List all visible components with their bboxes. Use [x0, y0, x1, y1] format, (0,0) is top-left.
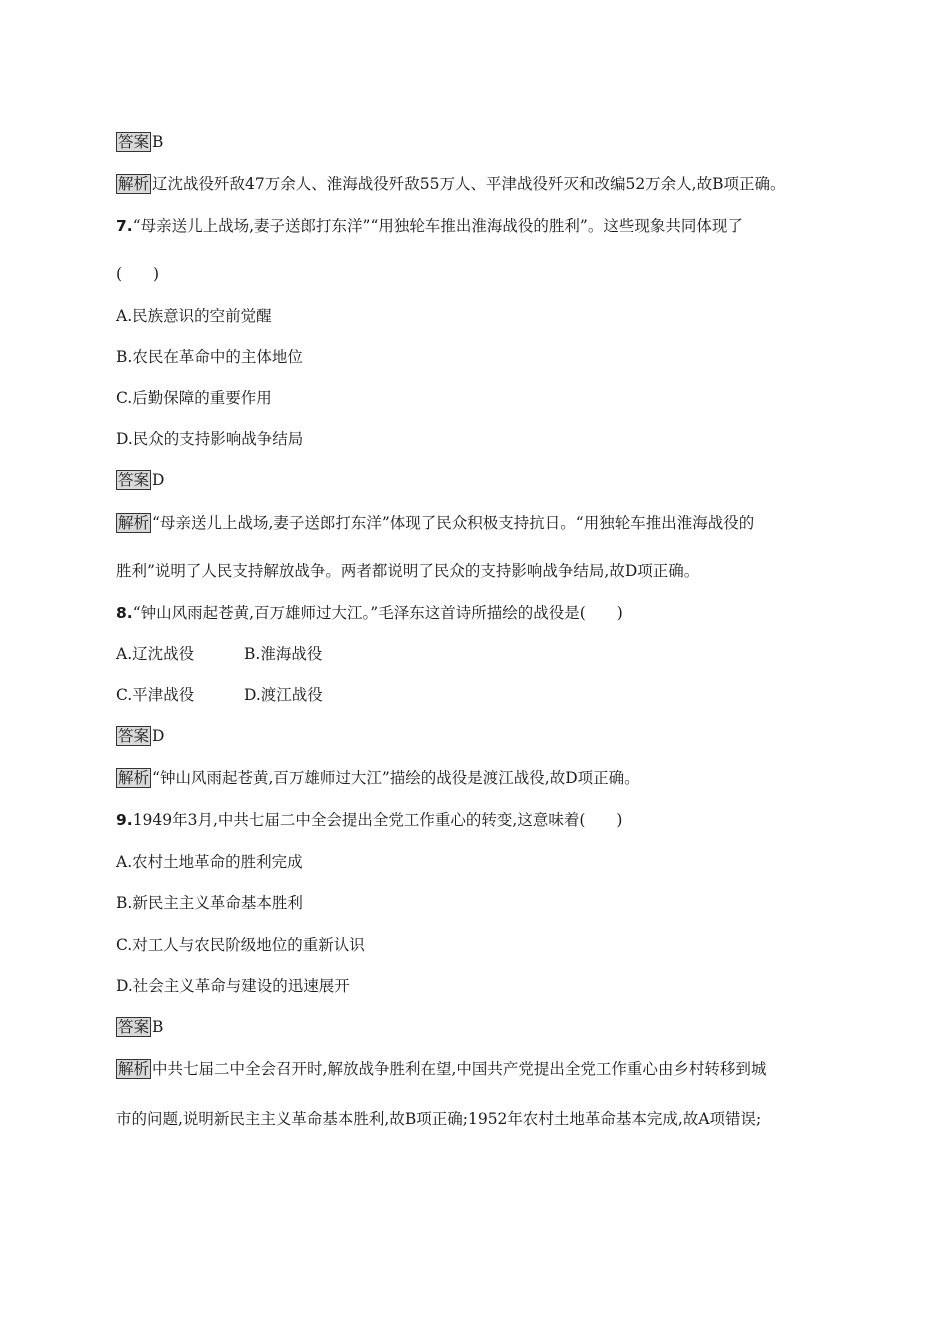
option-9d: D.社会主义革命与建设的迅速展开 [116, 977, 350, 995]
answer-6: 答案 B [118, 133, 164, 151]
options-8-row2 [116, 685, 323, 705]
analysis-9-cont: 市的问题,说明新民主主义革命基本胜利,故B项正确;1952年农村土地革命基本完成,故A项错误; [116, 1110, 762, 1128]
answer-label: 答案 [118, 471, 150, 489]
analysis-7-cont: 胜利”说明了人民支持解放战争。两者都说明了民众的支持影响战争结局,故D项正确。 [116, 562, 700, 580]
option-7c: C.后勤保障的重要作用 [116, 389, 272, 407]
analysis-label: 解析 [118, 175, 150, 193]
option-9b: B.新民主主义革命基本胜利 [116, 894, 303, 912]
option-8c: C.平津战役 [116, 686, 195, 704]
answer-label: 答案 [118, 727, 150, 745]
analysis-8: 解析 “钟山风雨起苍黄,百万雄师过大江”描绘的战役是渡江战役,故D项正确。 [118, 769, 640, 787]
question-7-paren: ( ) [116, 265, 160, 283]
answer-7: 答案 D [118, 471, 165, 489]
answer-label: 答案 [118, 1018, 150, 1036]
option-9c: C.对工人与农民阶级地位的重新认识 [116, 936, 365, 954]
option-7a: A.民族意识的空前觉醒 [116, 307, 272, 325]
answer-8: 答案 D [118, 727, 165, 745]
option-8d: D.渡江战役 [244, 686, 323, 704]
analysis-9: 解析 中共七届二中全会召开时,解放战争胜利在望,中国共产党提出全党工作重心由乡村转移到城 [118, 1060, 767, 1078]
options-8-row1 [116, 644, 323, 664]
option-8a: A.辽沈战役 [116, 645, 195, 663]
analysis-7: 解析 “母亲送儿上战场,妻子送郎打东洋”体现了民众积极支持抗日。“用独轮车推出淮海战役的 [118, 514, 755, 532]
question-9: 9.1949年3月,中共七届二中全会提出全党工作重心的转变,这意味着( ) [116, 811, 623, 829]
analysis-label: 解析 [118, 769, 150, 787]
question-7: 7.“母亲送儿上战场,妻子送郎打东洋”“用独轮车推出淮海战役的胜利”。这些现象共同体现了 [116, 217, 743, 235]
option-8b: B.淮海战役 [244, 645, 323, 663]
analysis-label: 解析 [118, 514, 150, 532]
analysis-label: 解析 [118, 1060, 150, 1078]
answer-9: 答案 B [118, 1018, 164, 1036]
option-9a: A.农村土地革命的胜利完成 [116, 853, 303, 871]
option-7b: B.农民在革命中的主体地位 [116, 348, 303, 366]
option-7d: D.民众的支持影响战争结局 [116, 430, 304, 448]
answer-label: 答案 [118, 133, 150, 151]
question-8: 8.“钟山风雨起苍黄,百万雄师过大江。”毛泽东这首诗所描绘的战役是( ) [116, 604, 623, 622]
analysis-6: 解析 辽沈战役歼敌47万余人、淮海战役歼敌55万人、平津战役歼灭和改编52万余人,故B项正确。 [118, 175, 786, 193]
